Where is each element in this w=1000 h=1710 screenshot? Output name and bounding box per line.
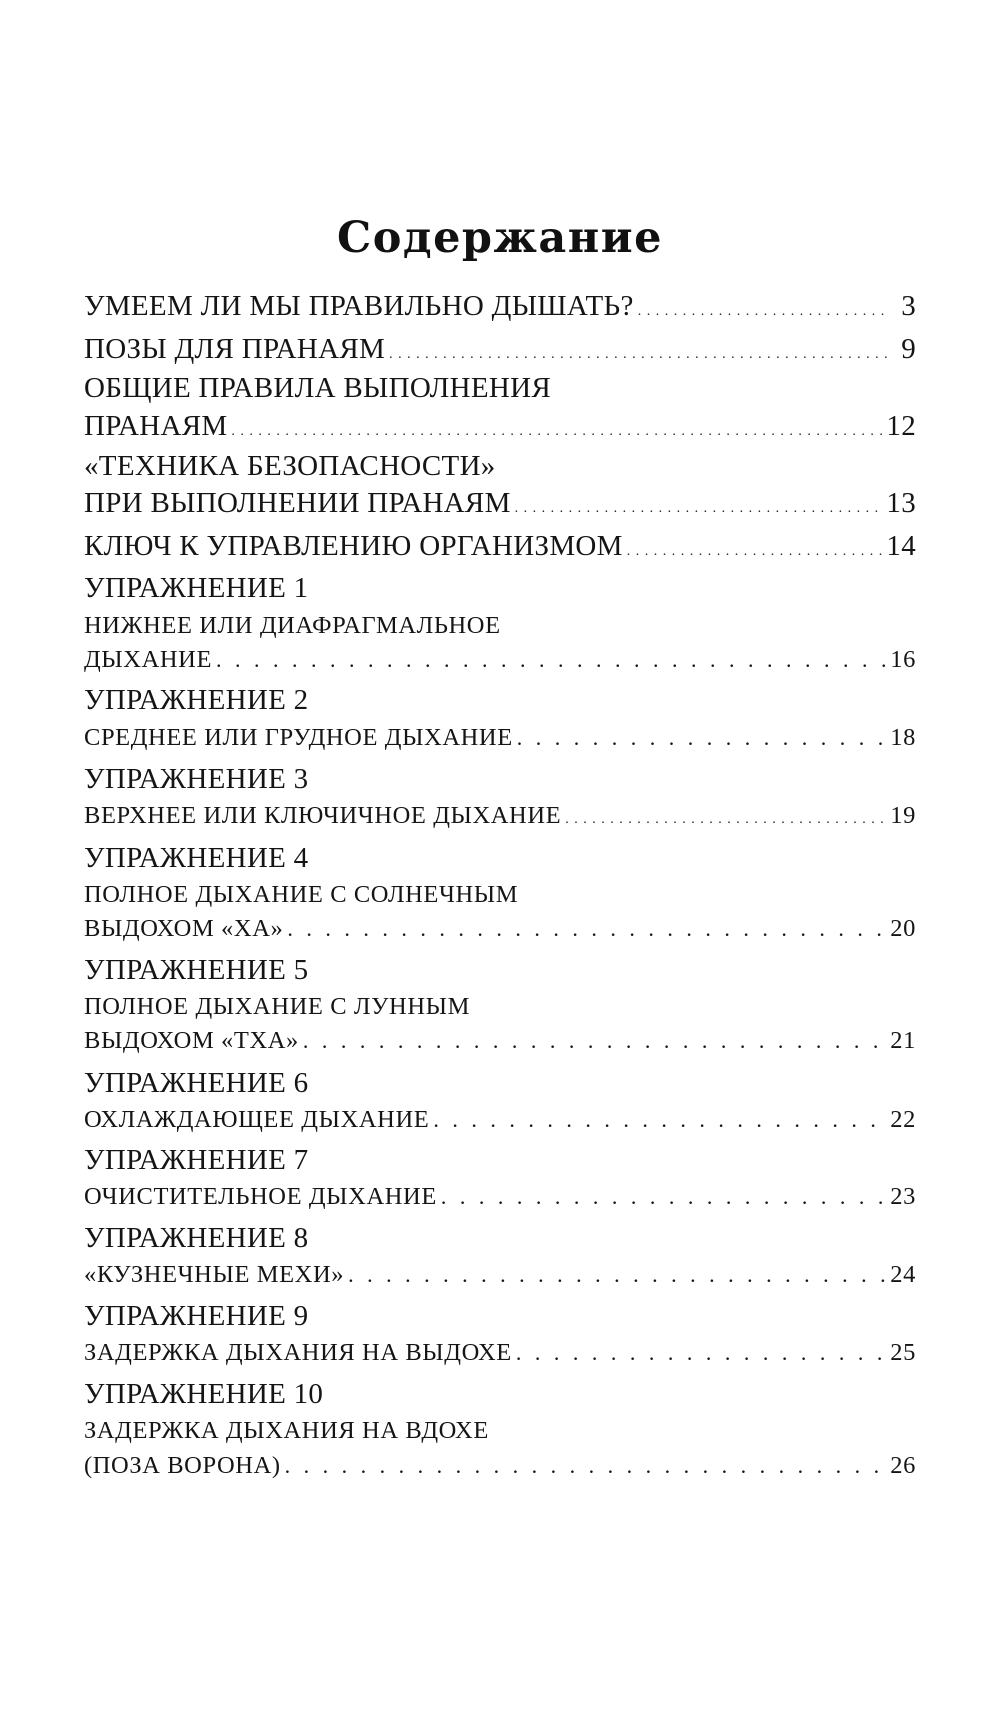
toc-entry-line	[84, 1417, 916, 1445]
toc-entry-line[interactable]	[84, 1261, 916, 1289]
toc-entry-title: СРЕДНЕЕ ИЛИ ГРУДНОЕ ДЫХАНИЕ	[84, 724, 513, 751]
toc-entry-title: ВЫДОХОМ «ТХА»	[84, 1027, 299, 1054]
toc-page-number: 23	[890, 1183, 916, 1210]
toc-page-number: 16	[890, 646, 916, 673]
toc-entry-title: УМЕЕМ ЛИ МЫ ПРАВИЛЬНО ДЫШАТЬ?	[84, 290, 634, 322]
exercise-heading	[84, 1144, 916, 1177]
toc-entry-line[interactable]	[84, 646, 916, 674]
toc-page-number: 3	[901, 290, 916, 322]
exercise-heading	[84, 1378, 916, 1411]
toc-entry-title: ПОЛНОЕ ДЫХАНИЕ С СОЛНЕЧНЫМ	[84, 881, 519, 908]
toc-entry-title: ДЫХАНИЕ	[84, 646, 213, 673]
dot-leader	[231, 424, 882, 440]
page-title: Содержание	[337, 213, 663, 263]
toc-entry-line	[84, 881, 916, 909]
exercise-heading	[84, 1300, 916, 1333]
toc-page-number: 25	[890, 1339, 916, 1366]
exercise-number: УПРАЖНЕНИЕ 8	[84, 1222, 309, 1254]
exercise-heading	[84, 763, 916, 796]
dot-leader	[303, 1028, 886, 1054]
toc-entry-title: ЗАДЕРЖКА ДЫХАНИЯ НА ВЫДОХЕ	[84, 1339, 512, 1366]
toc-entry-line[interactable]	[84, 915, 916, 943]
toc-page-number: 21	[890, 1027, 916, 1054]
exercise-heading	[84, 684, 916, 717]
toc-entry-title: ПРИ ВЫПОЛНЕНИИ ПРАНАЯМ	[84, 487, 511, 519]
exercise-number: УПРАЖНЕНИЕ 5	[84, 954, 309, 986]
exercise-number: УПРАЖНЕНИЕ 2	[84, 684, 309, 716]
dot-leader	[285, 1453, 887, 1479]
toc-entry-line[interactable]	[84, 487, 916, 520]
toc-page-number: 12	[886, 410, 916, 442]
dot-leader	[565, 812, 886, 828]
toc-entry-line[interactable]	[84, 1106, 916, 1134]
toc-entry-title: ЗАДЕРЖКА ДЫХАНИЯ НА ВДОХЕ	[84, 1417, 489, 1444]
exercise-number: УПРАЖНЕНИЕ 7	[84, 1144, 309, 1176]
dot-leader	[638, 304, 890, 320]
toc-entry-line[interactable]	[84, 802, 916, 830]
toc-entry-line[interactable]	[84, 290, 916, 323]
exercise-number: УПРАЖНЕНИЕ 10	[84, 1378, 324, 1410]
toc-entry-line[interactable]	[84, 333, 916, 366]
toc-entry-line	[84, 993, 916, 1021]
dot-leader	[517, 725, 887, 751]
toc-page-number: 20	[890, 915, 916, 942]
toc-entry-line	[84, 372, 916, 405]
exercise-number: УПРАЖНЕНИЕ 4	[84, 842, 309, 874]
toc-page-number: 18	[890, 724, 916, 751]
toc-page-number: 14	[886, 530, 916, 562]
exercise-number: УПРАЖНЕНИЕ 9	[84, 1300, 309, 1332]
exercise-heading	[84, 954, 916, 987]
exercise-heading	[84, 842, 916, 875]
toc-entry-line[interactable]	[84, 1027, 916, 1055]
toc-entry-line[interactable]	[84, 530, 916, 563]
dot-leader	[627, 544, 883, 560]
dot-leader	[515, 501, 883, 517]
toc-entry-title: КЛЮЧ К УПРАВЛЕНИЮ ОРГАНИЗМОМ	[84, 530, 623, 562]
toc-entry-line	[84, 612, 916, 640]
toc-entry-line[interactable]	[84, 1339, 916, 1367]
exercise-heading	[84, 1067, 916, 1100]
exercise-number: УПРАЖНЕНИЕ 1	[84, 572, 309, 604]
toc-page-number: 22	[890, 1106, 916, 1133]
dot-leader	[389, 347, 890, 363]
toc-page-number: 26	[890, 1452, 916, 1479]
toc-entry-title: «КУЗНЕЧНЫЕ МЕХИ»	[84, 1261, 345, 1288]
toc-entry-line[interactable]	[84, 410, 916, 443]
toc-entry-line[interactable]	[84, 1183, 916, 1211]
toc-entry-title: ВЕРХНЕЕ ИЛИ КЛЮЧИЧНОЕ ДЫХАНИЕ	[84, 802, 562, 829]
toc-entry-title: (ПОЗА ВОРОНА)	[84, 1452, 281, 1479]
toc-entry-title: ОЧИСТИТЕЛЬНОЕ ДЫХАНИЕ	[84, 1183, 437, 1210]
toc-entry-title: «ТЕХНИКА БЕЗОПАСНОСТИ»	[84, 450, 496, 482]
toc-entry-line	[84, 450, 916, 483]
toc-entry-title: ПОЗЫ ДЛЯ ПРАНАЯМ	[84, 333, 386, 365]
toc-page-number: 24	[890, 1261, 916, 1288]
toc-entry-title: ОБЩИЕ ПРАВИЛА ВЫПОЛНЕНИЯ	[84, 372, 552, 404]
dot-leader	[516, 1340, 886, 1366]
toc-page-number: 13	[886, 487, 916, 519]
toc-page-number: 19	[890, 802, 916, 829]
toc-entry-line[interactable]	[84, 1452, 916, 1480]
dot-leader	[441, 1184, 886, 1210]
exercise-number: УПРАЖНЕНИЕ 3	[84, 763, 309, 795]
dot-leader	[287, 916, 886, 942]
toc-entry-line[interactable]	[84, 724, 916, 752]
dot-leader	[433, 1107, 886, 1133]
exercise-heading	[84, 1222, 916, 1255]
dot-leader	[348, 1262, 886, 1288]
toc-entry-title: НИЖНЕЕ ИЛИ ДИАФРАГМАЛЬНОЕ	[84, 612, 501, 639]
toc-entry-title: ОХЛАЖДАЮЩЕЕ ДЫХАНИЕ	[84, 1106, 430, 1133]
exercise-number: УПРАЖНЕНИЕ 6	[84, 1067, 309, 1099]
toc-entry-title: ВЫДОХОМ «ХА»	[84, 915, 284, 942]
toc-page-number: 9	[901, 333, 916, 365]
dot-leader	[216, 647, 886, 673]
toc-entry-title: ПОЛНОЕ ДЫХАНИЕ С ЛУННЫМ	[84, 993, 470, 1020]
toc-entry-title: ПРАНАЯМ	[84, 410, 228, 442]
exercise-heading	[84, 572, 916, 605]
